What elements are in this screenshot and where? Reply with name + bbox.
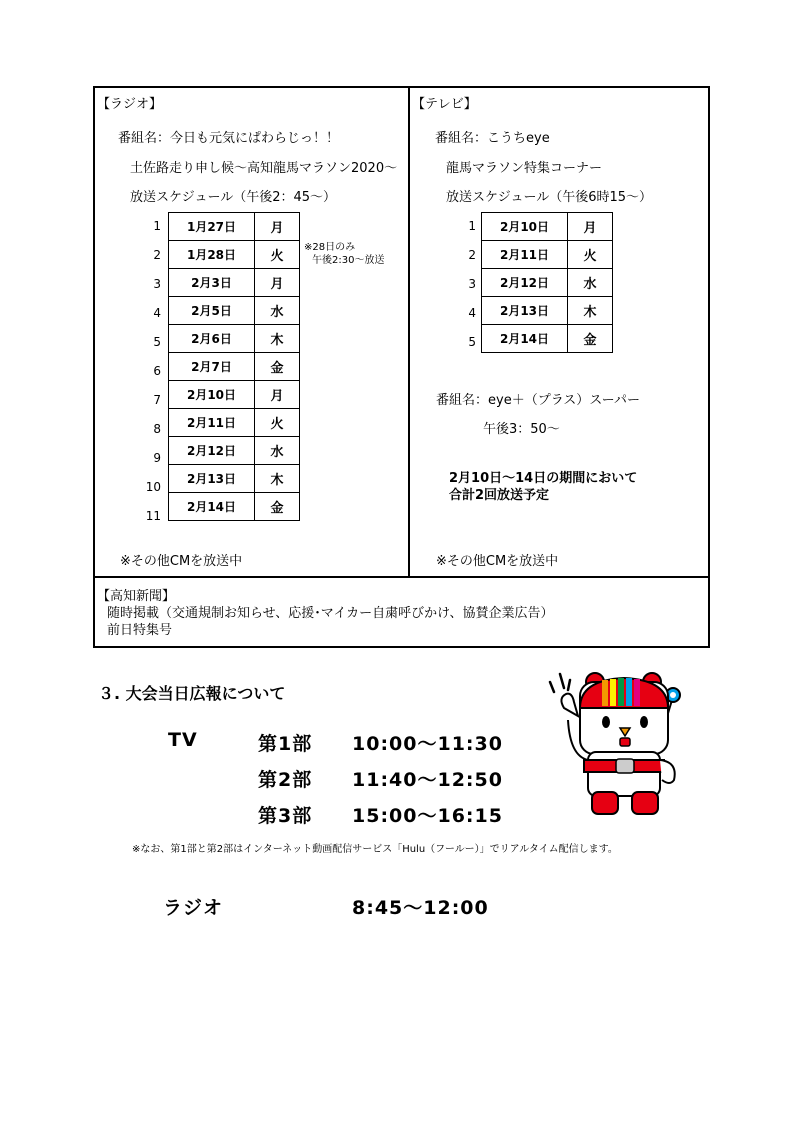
schedule-row-number: 9 (153, 451, 161, 465)
schedule-date: 2月10日 (169, 381, 255, 409)
part1-name: 第1部 (258, 733, 313, 755)
schedule-row-number: 4 (468, 306, 476, 320)
schedule-row-number: 1 (468, 219, 476, 233)
schedule-date: 2月12日 (169, 437, 255, 465)
schedule-date: 1月27日 (169, 213, 255, 241)
schedule-row-number: 3 (468, 277, 476, 291)
schedule-day: 火 (255, 241, 300, 269)
schedule-date: 2月5日 (169, 297, 255, 325)
schedule-row-number: 5 (153, 335, 161, 349)
tv-schedule-table (481, 212, 613, 353)
schedule-date: 2月6日 (169, 325, 255, 353)
schedule-day: 水 (255, 297, 300, 325)
tv-row-numbers (456, 212, 476, 357)
part2-name: 第2部 (258, 769, 313, 791)
schedule-day: 金 (568, 325, 613, 353)
schedule-date: 2月11日 (482, 241, 568, 269)
schedule-row (169, 465, 300, 493)
row-divider (93, 576, 710, 578)
schedule-row-number: 2 (153, 248, 161, 262)
schedule-row-number: 8 (153, 422, 161, 436)
schedule-day: 水 (568, 269, 613, 297)
schedule-date: 2月10日 (482, 213, 568, 241)
part3-time: 15:00～16:15 (352, 805, 503, 827)
column-divider (408, 86, 410, 577)
newspaper-line1: 随時掲載（交通規制お知らせ、応援･マイカー自粛呼びかけ、協賛企業広告） (107, 606, 554, 621)
tv-broadcast-label: TV (168, 729, 198, 751)
radio-broadcast-label: ラジオ (163, 897, 224, 919)
tv-period-line1: 2月10日～14日の期間において (449, 471, 638, 486)
schedule-date: 2月14日 (482, 325, 568, 353)
schedule-day: 金 (255, 353, 300, 381)
schedule-row-number: 7 (153, 393, 161, 407)
tv-program2-time: 午後3：50～ (483, 422, 560, 437)
schedule-row (169, 493, 300, 521)
tv-schedule-label: 放送スケジュール（午後6時15～） (446, 190, 653, 205)
schedule-day: 木 (568, 297, 613, 325)
radio-note-line2: 午後2:30～放送 (312, 255, 385, 266)
schedule-day: 月 (255, 269, 300, 297)
schedule-date: 2月11日 (169, 409, 255, 437)
schedule-row-number: 11 (145, 509, 161, 523)
radio-header: 【ラジオ】 (97, 97, 163, 112)
schedule-row-number: 1 (153, 219, 161, 233)
newspaper-header: 【高知新聞】 (97, 589, 176, 604)
radio-note-line1: ※28日のみ (304, 242, 356, 253)
schedule-day: 月 (255, 381, 300, 409)
section3-title: ３. 大会当日広報について (98, 684, 286, 703)
schedule-row (169, 269, 300, 297)
tv-header: 【テレビ】 (412, 97, 477, 112)
radio-program: 番組名：今日も元気にぱわらじっ！！ (118, 131, 340, 146)
schedule-day: 金 (255, 493, 300, 521)
schedule-day: 月 (568, 213, 613, 241)
schedule-row-number: 10 (145, 480, 161, 494)
tv-cm-note: ※その他CMを放送中 (436, 554, 559, 569)
tv-program: 番組名：こうちeye (435, 131, 550, 146)
schedule-row (169, 213, 300, 241)
part1-time: 10:00～11:30 (352, 733, 503, 755)
schedule-row (169, 241, 300, 269)
schedule-day: 火 (255, 409, 300, 437)
schedule-row (482, 269, 613, 297)
schedule-row (482, 325, 613, 353)
radio-cm-note: ※その他CMを放送中 (120, 554, 243, 569)
schedule-date: 2月13日 (169, 465, 255, 493)
schedule-date: 2月14日 (169, 493, 255, 521)
newspaper-line2: 前日特集号 (107, 623, 173, 638)
schedule-date: 1月28日 (169, 241, 255, 269)
schedule-date: 2月3日 (169, 269, 255, 297)
schedule-day: 水 (255, 437, 300, 465)
part3-name: 第3部 (258, 805, 313, 827)
radio-row-numbers (141, 212, 161, 531)
schedule-row (482, 297, 613, 325)
streaming-note: ※なお、第1部と第2部はインターネット動画配信サービス「Hulu（フールー）」でリアルタイム配信します。 (132, 844, 618, 855)
schedule-row (482, 213, 613, 241)
radio-subtitle: 土佐路走り申し候～高知龍馬マラソン2020～ (130, 161, 398, 176)
mascot-bear-icon (540, 660, 690, 820)
tv-program2: 番組名：eye＋（プラス）スーパー (436, 393, 640, 408)
schedule-row-number: 3 (153, 277, 161, 291)
schedule-row (169, 297, 300, 325)
schedule-date: 2月12日 (482, 269, 568, 297)
schedule-date: 2月13日 (482, 297, 568, 325)
schedule-day: 火 (568, 241, 613, 269)
schedule-day: 木 (255, 325, 300, 353)
radio-broadcast-time: 8:45～12:00 (352, 897, 489, 919)
schedule-day: 月 (255, 213, 300, 241)
schedule-row-number: 6 (153, 364, 161, 378)
schedule-row (169, 437, 300, 465)
schedule-row-number: 5 (468, 335, 476, 349)
radio-schedule-label: 放送スケジュール（午後2：45～） (130, 190, 337, 205)
schedule-row (169, 353, 300, 381)
schedule-row (169, 325, 300, 353)
schedule-date: 2月7日 (169, 353, 255, 381)
radio-schedule-table (168, 212, 300, 521)
part2-time: 11:40～12:50 (352, 769, 503, 791)
schedule-row-number: 2 (468, 248, 476, 262)
schedule-day: 木 (255, 465, 300, 493)
schedule-row (169, 381, 300, 409)
schedule-row (169, 409, 300, 437)
schedule-row-number: 4 (153, 306, 161, 320)
tv-subtitle: 龍馬マラソン特集コーナー (446, 161, 603, 176)
schedule-row (482, 241, 613, 269)
tv-period-line2: 合計2回放送予定 (449, 488, 550, 503)
